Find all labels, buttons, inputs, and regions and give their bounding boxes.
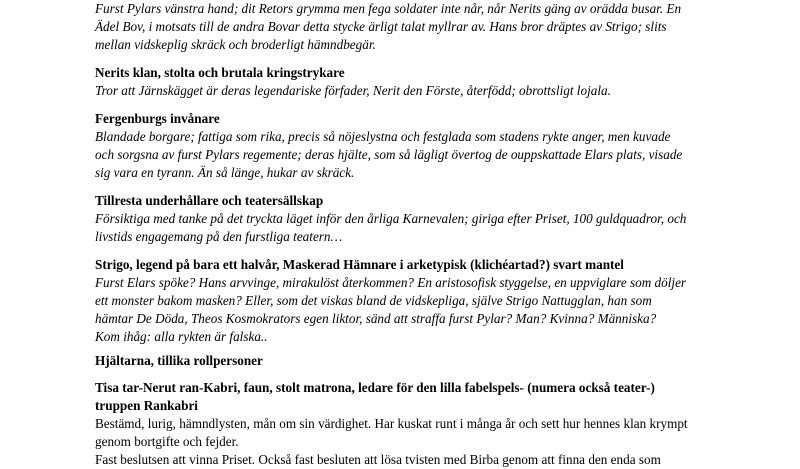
section-body-line: Bestämd, lurig, hämndlysten, mån om sin värdighet. Har kuskat runt i många år och sett hur hennes klan krympt (95, 416, 688, 431)
section-heading-nerits-klan: Nerits klan, stolta och brutala kringstrykare (95, 65, 345, 80)
section-heading-strigo: Strigo, legend på bara ett halvår, Maskerad Hämnare i arketypisk (klichéartad?) svart mantel (95, 257, 624, 272)
section-text-line: ett monster bakom masken? Eller, som det viskas bland de vidskepliga, själve Strigo Nattugglan, han som (95, 293, 652, 308)
intro-text-line: mellan vidskeplig skräck och broderligt hämndbegär. (95, 37, 376, 52)
section-text-line: Furst Elars spöke? Hans arvvinge, mirakulöst återkommen? En aristosofisk styggelse, en uppviglare som döljer (95, 275, 687, 290)
section-heading-tisa-cont: truppen Rankabri (95, 398, 198, 413)
section-text-line: hämtar De Döda, Theos Kosmokrators egen liktor, sänd att straffa furst Pylar? Man? Kvinna? Människa? (95, 311, 657, 326)
section-text-line: Tror att Järnskägget är deras legendariske förfader, Nerit den Förste, återfödd; obrottsligt lojala. (95, 83, 611, 98)
section-text-line: Försiktiga med tanke på det tryckta läget inför den årliga Karnevalen; giriga efter Priset, 100 guldquadror, och (95, 211, 687, 226)
section-text-line: livstids engagemang på den furstliga teatern… (95, 229, 343, 244)
section-text-line: Blandade borgare; fattiga som rika, precis så nöjeslystna och festglada som stadens rykte anger, men kuvade (95, 129, 671, 144)
section-heading-tisa: Tisa tar-Nerut ran-Kabri, faun, stolt matrona, ledare för den lilla fabelspels- (numera också teater-) (95, 380, 655, 395)
section-text-line: och sorgsna av furst Pylars regemente; deras hjälte, som så lägligt övertog de ouppskattade Elars plats, visade (95, 147, 683, 162)
intro-text-line: Ädel Bov, i motsats till de andra Bovar detta stycke ärligt talat myllrar av. Hans bror dräptes av Strigo; slits (95, 19, 667, 34)
section-body-line: genom bortgifte och fejder. (95, 434, 239, 449)
section-text-line: Kom ihåg: alla rykten är falska.. (95, 329, 268, 344)
section-text-line: sig vara en tyrann. Än så länge, hukar av skräck. (95, 165, 355, 180)
section-body-line: Fast beslutsen att vinna Priset. Också fast besluten att lösa tvisten med Birba genom att finna den enda som (95, 452, 661, 467)
section-heading-fergenburgs-invanare: Fergenburgs invånare (95, 111, 220, 126)
section-heading-hjaltarna: Hjältarna, tillika rollpersoner (95, 353, 263, 368)
section-heading-tillresta: Tillresta underhållare och teatersällskap (95, 193, 324, 208)
intro-text-line: Furst Pylars vänstra hand; dit Retors grymma men fega soldater inte når, når Nerits gäng av orädda busar. En (95, 1, 682, 16)
